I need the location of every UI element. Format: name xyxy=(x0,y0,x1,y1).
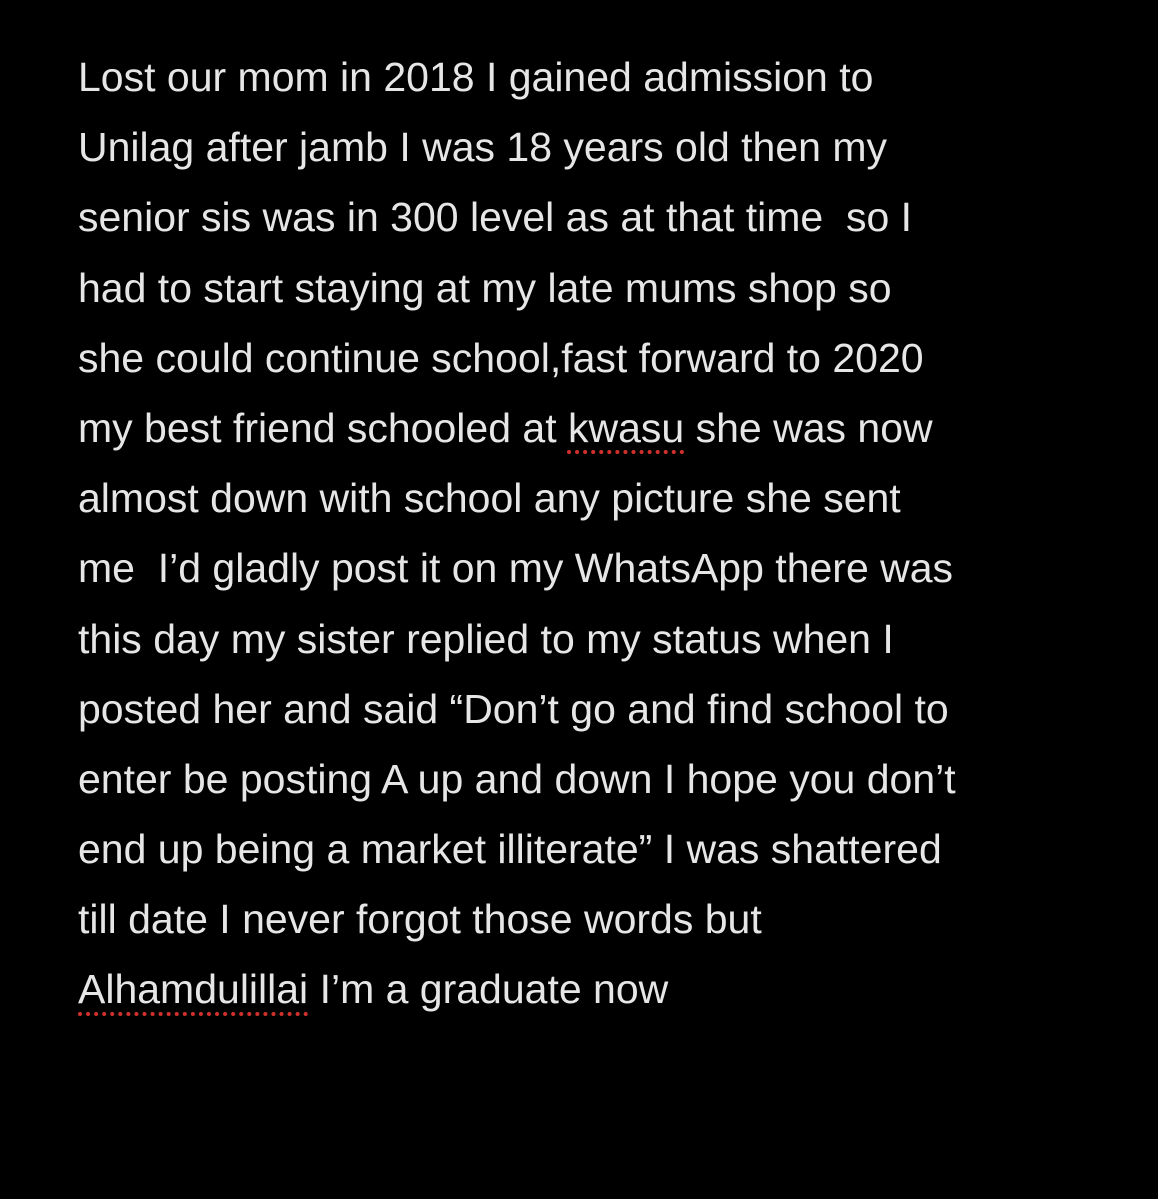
note-line xyxy=(78,463,1118,533)
note-text-segment: enter be posting A up and down I hope you don’t xyxy=(78,755,956,802)
note-text-segment: almost down with school any picture she sent xyxy=(78,475,901,522)
note-text-segment: posted her and said “Don’t go and find school to xyxy=(78,685,949,732)
note-text-segment: my best friend schooled at xyxy=(78,404,568,451)
note-line xyxy=(78,253,1118,323)
note-text-segment: Lost our mom in 2018 I gained admission to xyxy=(78,54,874,100)
note-text-segment: end up being a market illiterate” I was shattered xyxy=(78,826,942,873)
note-text-segment: Unilag after jamb I was 18 years old then my xyxy=(78,124,887,171)
note-line xyxy=(78,112,1118,182)
note-text-segment: me I’d gladly post it on my WhatsApp there was xyxy=(78,545,954,592)
note-line xyxy=(78,533,1118,603)
note-line xyxy=(78,393,1118,463)
note-text-segment: she was now xyxy=(684,404,933,451)
note-text-body[interactable] xyxy=(78,42,1118,1025)
note-line xyxy=(78,182,1118,252)
misspelled-word[interactable]: kwasu xyxy=(567,404,685,451)
misspelled-word[interactable]: Alhamdulillai xyxy=(78,966,309,1013)
note-line xyxy=(78,954,1118,1024)
note-line xyxy=(78,884,1118,954)
note-line xyxy=(78,323,1118,393)
note-line xyxy=(78,674,1118,744)
note-line xyxy=(78,744,1118,814)
note-text-segment: had to start staying at my late mums shop so xyxy=(78,264,892,311)
note-line xyxy=(78,604,1118,674)
note-text-segment: this day my sister replied to my status when I xyxy=(78,615,894,662)
note-text-segment: senior sis was in 300 level as at that time so I xyxy=(78,194,913,241)
note-line xyxy=(78,42,1118,112)
note-text-segment: she could continue school,fast forward to 2020 xyxy=(78,334,924,381)
note-line xyxy=(78,814,1118,884)
note-text-segment: till date I never forgot those words but xyxy=(78,896,762,943)
note-text-segment: I’m a graduate now xyxy=(308,966,669,1013)
